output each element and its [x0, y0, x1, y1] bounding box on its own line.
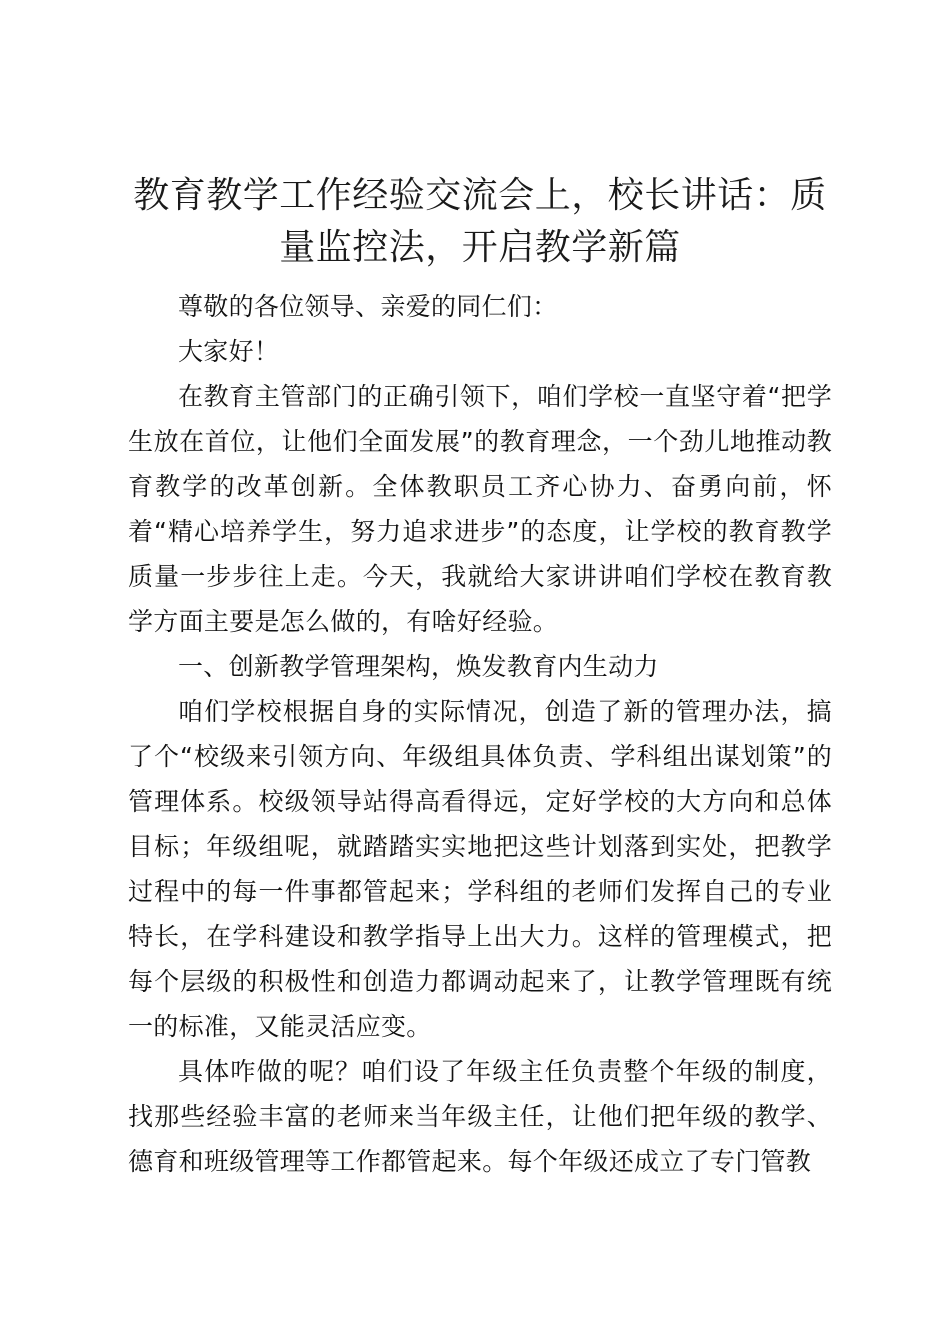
section-heading-1: 一、创新教学管理架构，焕发教育内生动力 — [178, 652, 659, 681]
intro-paragraph: 在教育主管部门的正确引领下，咱们学校一直坚守着“把学生放在首位，让他们全面发展”的教育理念，一个劲儿地推动教育教学的改革创新。全体教职员工齐心协力、奋勇向前，怀着“精心培养学生，努力追求进步”的态度，让学校的教育教学质量一步步往上走。今天，我就给大家讲讲咱们学校在教育教学方面主要是怎么做的，有啥好经验。 — [128, 382, 832, 636]
body-paragraph-1: 咱们学校根据自身的实际情况，创造了新的管理办法，搞了个“校级来引领方向、年级组具体负责、学科组出谋划策”的管理体系。校级领导站得高看得远，定好学校的大方向和总体目标；年级组呢，就踏踏实实地把这些计划落到实处，把教学过程中的每一件事都管起来；学科组的老师们发挥自己的专业特长，在学科建设和教学指导上出大力。这样的管理模式，把每个层级的积极性和创造力都调动起来了，让教学管理既有统一的标准，又能灵活应变。 — [128, 697, 832, 1041]
greeting: 大家好！ — [178, 337, 280, 366]
document-title: 教育教学工作经验交流会上，校长讲话：质量监控法，开启教学新篇 — [133, 175, 827, 268]
body-paragraph-2: 具体咋做的呢？咱们设了年级主任负责整个年级的制度，找那些经验丰富的老师来当年级主任，让他们把年级的教学、德育和班级管理等工作都管起来。每个年级还成立了专门管教 — [128, 1057, 832, 1176]
salutation: 尊敬的各位领导、亲爱的同仁们： — [178, 292, 558, 321]
